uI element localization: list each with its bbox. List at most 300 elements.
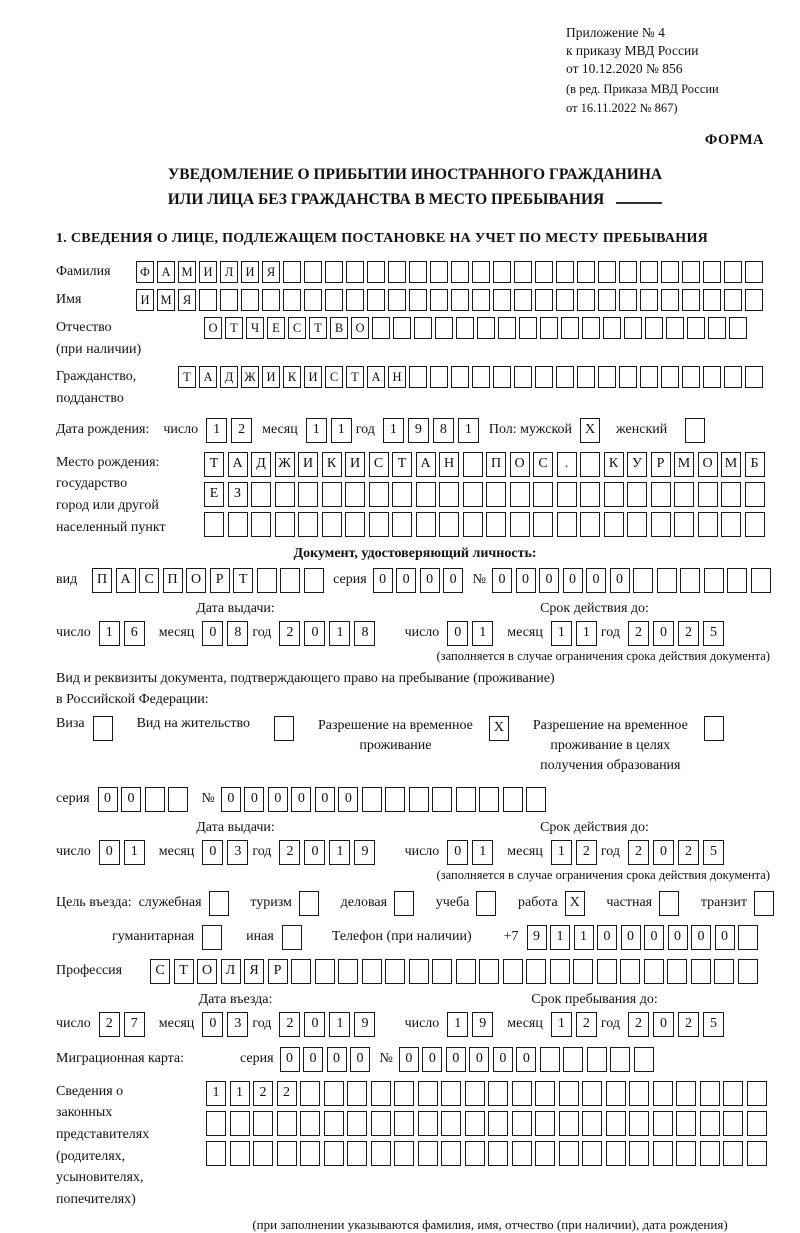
char-cell[interactable]: Л — [221, 959, 241, 984]
permit-valid-day-input[interactable] — [447, 840, 497, 865]
char-cell[interactable] — [556, 366, 574, 388]
char-cell[interactable] — [640, 289, 658, 311]
char-cell[interactable] — [703, 366, 721, 388]
name-input[interactable] — [136, 289, 766, 311]
entry-month-input[interactable] — [202, 1012, 252, 1037]
char-cell[interactable]: 0 — [268, 787, 288, 812]
char-cell[interactable] — [620, 959, 640, 984]
char-cell[interactable] — [394, 1081, 414, 1106]
char-cell[interactable] — [559, 1141, 579, 1166]
char-cell[interactable]: 0 — [202, 1012, 223, 1037]
char-cell[interactable]: М — [721, 452, 741, 477]
char-cell[interactable]: 0 — [597, 925, 617, 950]
char-cell[interactable] — [241, 289, 259, 311]
char-cell[interactable] — [392, 482, 412, 507]
char-cell[interactable]: 0 — [539, 568, 559, 593]
char-cell[interactable] — [372, 317, 390, 339]
char-cell[interactable]: С — [288, 317, 306, 339]
char-cell[interactable] — [610, 1047, 630, 1072]
char-cell[interactable] — [747, 1081, 767, 1106]
char-cell[interactable] — [300, 1111, 320, 1136]
char-cell[interactable] — [257, 568, 277, 593]
char-cell[interactable] — [503, 787, 523, 812]
doc-number-input[interactable] — [492, 568, 774, 593]
char-cell[interactable] — [624, 317, 642, 339]
char-cell[interactable] — [477, 317, 495, 339]
char-cell[interactable] — [747, 1141, 767, 1166]
char-cell[interactable]: Т — [204, 452, 224, 477]
char-cell[interactable] — [606, 1081, 626, 1106]
doc-valid-month-input[interactable] — [551, 621, 601, 646]
char-cell[interactable]: 0 — [338, 787, 358, 812]
char-cell[interactable]: Т — [225, 317, 243, 339]
permit-valid-year-input[interactable] — [628, 840, 728, 865]
char-cell[interactable] — [253, 1141, 273, 1166]
char-cell[interactable]: 0 — [621, 925, 641, 950]
stay-day-input[interactable] — [447, 1012, 497, 1037]
char-cell[interactable]: М — [157, 289, 175, 311]
char-cell[interactable]: 2 — [576, 840, 597, 865]
char-cell[interactable]: 2 — [279, 621, 300, 646]
char-cell[interactable]: 1 — [329, 621, 350, 646]
representatives-row3-input[interactable] — [206, 1141, 770, 1166]
char-cell[interactable] — [533, 482, 553, 507]
char-cell[interactable] — [627, 512, 647, 537]
char-cell[interactable] — [472, 261, 490, 283]
char-cell[interactable] — [556, 261, 574, 283]
char-cell[interactable]: 1 — [329, 840, 350, 865]
char-cell[interactable]: 0 — [98, 787, 118, 812]
char-cell[interactable] — [479, 787, 499, 812]
char-cell[interactable] — [493, 261, 511, 283]
char-cell[interactable] — [587, 1047, 607, 1072]
other-checkbox[interactable] — [282, 925, 302, 950]
char-cell[interactable]: У — [627, 452, 647, 477]
doc-issue-day-input[interactable] — [99, 621, 149, 646]
char-cell[interactable]: 0 — [653, 621, 674, 646]
char-cell[interactable] — [277, 1141, 297, 1166]
char-cell[interactable] — [488, 1081, 508, 1106]
char-cell[interactable]: 2 — [231, 418, 252, 443]
char-cell[interactable]: Ж — [275, 452, 295, 477]
char-cell[interactable] — [535, 1081, 555, 1106]
char-cell[interactable] — [324, 1141, 344, 1166]
char-cell[interactable] — [251, 512, 271, 537]
char-cell[interactable] — [582, 1141, 602, 1166]
char-cell[interactable]: 1 — [124, 840, 145, 865]
char-cell[interactable]: Т — [346, 366, 364, 388]
char-cell[interactable] — [727, 568, 747, 593]
char-cell[interactable] — [304, 289, 322, 311]
char-cell[interactable]: 2 — [628, 1012, 649, 1037]
char-cell[interactable] — [514, 366, 532, 388]
char-cell[interactable] — [472, 366, 490, 388]
char-cell[interactable] — [393, 317, 411, 339]
char-cell[interactable] — [435, 317, 453, 339]
doc-issue-month-input[interactable] — [202, 621, 252, 646]
char-cell[interactable]: 8 — [354, 621, 375, 646]
char-cell[interactable] — [703, 261, 721, 283]
char-cell[interactable] — [704, 568, 724, 593]
char-cell[interactable] — [682, 366, 700, 388]
char-cell[interactable]: Л — [220, 261, 238, 283]
char-cell[interactable]: 0 — [221, 787, 241, 812]
char-cell[interactable]: . — [557, 452, 577, 477]
char-cell[interactable]: 5 — [703, 1012, 724, 1037]
char-cell[interactable]: 5 — [703, 840, 724, 865]
char-cell[interactable] — [535, 1111, 555, 1136]
char-cell[interactable] — [674, 512, 694, 537]
char-cell[interactable]: О — [197, 959, 217, 984]
char-cell[interactable]: Р — [268, 959, 288, 984]
char-cell[interactable] — [362, 787, 382, 812]
char-cell[interactable] — [322, 482, 342, 507]
char-cell[interactable]: Т — [309, 317, 327, 339]
char-cell[interactable] — [362, 959, 382, 984]
char-cell[interactable] — [300, 1081, 320, 1106]
char-cell[interactable]: Ч — [246, 317, 264, 339]
char-cell[interactable] — [526, 959, 546, 984]
char-cell[interactable]: 0 — [516, 1047, 536, 1072]
char-cell[interactable]: З — [228, 482, 248, 507]
char-cell[interactable] — [488, 1111, 508, 1136]
char-cell[interactable] — [280, 568, 300, 593]
char-cell[interactable] — [277, 1111, 297, 1136]
char-cell[interactable] — [644, 959, 664, 984]
char-cell[interactable]: И — [304, 366, 322, 388]
char-cell[interactable] — [441, 1111, 461, 1136]
char-cell[interactable] — [439, 482, 459, 507]
char-cell[interactable]: 9 — [354, 1012, 375, 1037]
char-cell[interactable] — [394, 1141, 414, 1166]
char-cell[interactable]: 0 — [563, 568, 583, 593]
char-cell[interactable] — [700, 1081, 720, 1106]
char-cell[interactable] — [441, 1081, 461, 1106]
char-cell[interactable]: С — [150, 959, 170, 984]
char-cell[interactable] — [325, 289, 343, 311]
migcard-number-input[interactable] — [399, 1047, 658, 1072]
char-cell[interactable] — [230, 1111, 250, 1136]
char-cell[interactable]: 1 — [472, 840, 493, 865]
char-cell[interactable] — [409, 261, 427, 283]
char-cell[interactable]: 0 — [447, 621, 468, 646]
char-cell[interactable] — [463, 452, 483, 477]
char-cell[interactable] — [627, 482, 647, 507]
char-cell[interactable] — [512, 1141, 532, 1166]
char-cell[interactable]: П — [486, 452, 506, 477]
char-cell[interactable]: 0 — [653, 1012, 674, 1037]
char-cell[interactable] — [322, 512, 342, 537]
char-cell[interactable] — [369, 482, 389, 507]
char-cell[interactable]: 8 — [433, 418, 454, 443]
char-cell[interactable] — [651, 482, 671, 507]
sex-female-checkbox[interactable] — [685, 418, 705, 443]
business-checkbox[interactable] — [394, 891, 414, 916]
char-cell[interactable]: П — [92, 568, 112, 593]
char-cell[interactable] — [651, 512, 671, 537]
char-cell[interactable] — [629, 1141, 649, 1166]
char-cell[interactable] — [324, 1081, 344, 1106]
char-cell[interactable] — [577, 261, 595, 283]
char-cell[interactable] — [371, 1141, 391, 1166]
char-cell[interactable] — [465, 1111, 485, 1136]
char-cell[interactable]: Н — [439, 452, 459, 477]
char-cell[interactable] — [745, 512, 765, 537]
patronymic-input[interactable] — [204, 317, 750, 339]
char-cell[interactable]: О — [510, 452, 530, 477]
official-checkbox[interactable] — [209, 891, 229, 916]
char-cell[interactable]: 1 — [472, 621, 493, 646]
char-cell[interactable] — [676, 1111, 696, 1136]
char-cell[interactable] — [687, 317, 705, 339]
char-cell[interactable] — [721, 512, 741, 537]
char-cell[interactable] — [535, 366, 553, 388]
char-cell[interactable] — [680, 568, 700, 593]
char-cell[interactable] — [698, 512, 718, 537]
char-cell[interactable]: А — [416, 452, 436, 477]
birthplace-row1-input[interactable] — [204, 452, 768, 477]
char-cell[interactable] — [371, 1111, 391, 1136]
char-cell[interactable] — [456, 787, 476, 812]
doc-valid-year-input[interactable] — [628, 621, 728, 646]
char-cell[interactable] — [409, 366, 427, 388]
char-cell[interactable] — [573, 959, 593, 984]
char-cell[interactable]: А — [199, 366, 217, 388]
char-cell[interactable]: Н — [388, 366, 406, 388]
char-cell[interactable] — [751, 568, 771, 593]
char-cell[interactable]: 0 — [653, 840, 674, 865]
char-cell[interactable] — [503, 959, 523, 984]
visa-checkbox[interactable] — [93, 716, 113, 741]
char-cell[interactable] — [724, 261, 742, 283]
char-cell[interactable]: 0 — [644, 925, 664, 950]
char-cell[interactable]: 0 — [691, 925, 711, 950]
char-cell[interactable] — [703, 289, 721, 311]
char-cell[interactable]: М — [178, 261, 196, 283]
char-cell[interactable] — [338, 959, 358, 984]
char-cell[interactable]: И — [241, 261, 259, 283]
char-cell[interactable]: И — [262, 366, 280, 388]
char-cell[interactable] — [432, 959, 452, 984]
char-cell[interactable] — [451, 261, 469, 283]
birthplace-row3-input[interactable] — [204, 512, 768, 537]
char-cell[interactable]: Д — [220, 366, 238, 388]
char-cell[interactable] — [604, 512, 624, 537]
char-cell[interactable] — [557, 512, 577, 537]
surname-input[interactable] — [136, 261, 766, 283]
char-cell[interactable] — [416, 512, 436, 537]
char-cell[interactable] — [597, 959, 617, 984]
permit-valid-month-input[interactable] — [551, 840, 601, 865]
char-cell[interactable]: 1 — [551, 1012, 572, 1037]
residence-permit-checkbox[interactable] — [274, 716, 294, 741]
char-cell[interactable] — [298, 482, 318, 507]
char-cell[interactable]: А — [367, 366, 385, 388]
char-cell[interactable]: 7 — [124, 1012, 145, 1037]
char-cell[interactable]: Р — [210, 568, 230, 593]
stay-year-input[interactable] — [628, 1012, 728, 1037]
char-cell[interactable] — [486, 512, 506, 537]
char-cell[interactable]: Е — [204, 482, 224, 507]
char-cell[interactable] — [563, 1047, 583, 1072]
birth-year-input[interactable] — [383, 418, 483, 443]
char-cell[interactable]: 0 — [373, 568, 393, 593]
char-cell[interactable]: 3 — [227, 1012, 248, 1037]
char-cell[interactable] — [465, 1081, 485, 1106]
char-cell[interactable]: 0 — [99, 840, 120, 865]
char-cell[interactable] — [519, 317, 537, 339]
char-cell[interactable]: 9 — [408, 418, 429, 443]
char-cell[interactable]: 0 — [422, 1047, 442, 1072]
char-cell[interactable]: 0 — [396, 568, 416, 593]
char-cell[interactable]: 1 — [551, 840, 572, 865]
char-cell[interactable] — [700, 1111, 720, 1136]
char-cell[interactable]: 0 — [327, 1047, 347, 1072]
char-cell[interactable] — [392, 512, 412, 537]
char-cell[interactable] — [418, 1111, 438, 1136]
char-cell[interactable] — [206, 1141, 226, 1166]
char-cell[interactable] — [645, 317, 663, 339]
birth-month-input[interactable] — [306, 418, 356, 443]
char-cell[interactable] — [738, 925, 758, 950]
char-cell[interactable] — [577, 289, 595, 311]
char-cell[interactable] — [667, 959, 687, 984]
char-cell[interactable] — [561, 317, 579, 339]
profession-input[interactable] — [150, 959, 761, 984]
char-cell[interactable]: Я — [262, 261, 280, 283]
char-cell[interactable]: 1 — [206, 1081, 226, 1106]
char-cell[interactable] — [512, 1111, 532, 1136]
char-cell[interactable] — [540, 1047, 560, 1072]
char-cell[interactable] — [619, 289, 637, 311]
char-cell[interactable]: Ф — [136, 261, 154, 283]
char-cell[interactable] — [653, 1111, 673, 1136]
char-cell[interactable] — [347, 1081, 367, 1106]
char-cell[interactable]: С — [533, 452, 553, 477]
char-cell[interactable] — [724, 289, 742, 311]
char-cell[interactable] — [582, 1111, 602, 1136]
char-cell[interactable]: С — [369, 452, 389, 477]
char-cell[interactable]: 2 — [279, 840, 300, 865]
char-cell[interactable]: 1 — [99, 621, 120, 646]
char-cell[interactable]: 2 — [628, 621, 649, 646]
rvp-checkbox[interactable]: X — [489, 716, 509, 741]
char-cell[interactable] — [512, 1081, 532, 1106]
char-cell[interactable]: 1 — [447, 1012, 468, 1037]
char-cell[interactable] — [367, 289, 385, 311]
char-cell[interactable]: А — [116, 568, 136, 593]
char-cell[interactable] — [346, 261, 364, 283]
char-cell[interactable] — [345, 482, 365, 507]
char-cell[interactable] — [145, 787, 165, 812]
char-cell[interactable]: 9 — [354, 840, 375, 865]
char-cell[interactable] — [526, 787, 546, 812]
char-cell[interactable] — [275, 512, 295, 537]
permit-series-input[interactable] — [98, 787, 192, 812]
char-cell[interactable]: 2 — [678, 621, 699, 646]
permit-issue-month-input[interactable] — [202, 840, 252, 865]
char-cell[interactable]: К — [322, 452, 342, 477]
char-cell[interactable] — [666, 317, 684, 339]
char-cell[interactable] — [634, 1047, 654, 1072]
migcard-series-input[interactable] — [280, 1047, 374, 1072]
char-cell[interactable] — [640, 261, 658, 283]
char-cell[interactable] — [367, 261, 385, 283]
char-cell[interactable]: А — [157, 261, 175, 283]
char-cell[interactable] — [714, 959, 734, 984]
char-cell[interactable]: А — [228, 452, 248, 477]
char-cell[interactable] — [633, 568, 653, 593]
char-cell[interactable] — [577, 366, 595, 388]
char-cell[interactable] — [661, 289, 679, 311]
char-cell[interactable] — [418, 1141, 438, 1166]
char-cell[interactable] — [559, 1081, 579, 1106]
char-cell[interactable] — [409, 959, 429, 984]
char-cell[interactable] — [721, 482, 741, 507]
char-cell[interactable] — [580, 452, 600, 477]
char-cell[interactable] — [657, 568, 677, 593]
char-cell[interactable] — [385, 787, 405, 812]
char-cell[interactable] — [451, 289, 469, 311]
char-cell[interactable] — [204, 512, 224, 537]
char-cell[interactable] — [385, 959, 405, 984]
char-cell[interactable] — [430, 289, 448, 311]
char-cell[interactable] — [535, 289, 553, 311]
char-cell[interactable]: 2 — [99, 1012, 120, 1037]
birth-day-input[interactable] — [206, 418, 256, 443]
char-cell[interactable]: 1 — [550, 925, 570, 950]
char-cell[interactable]: 6 — [124, 621, 145, 646]
char-cell[interactable] — [430, 261, 448, 283]
char-cell[interactable]: 1 — [329, 1012, 350, 1037]
char-cell[interactable]: 1 — [230, 1081, 250, 1106]
permit-issue-day-input[interactable] — [99, 840, 149, 865]
char-cell[interactable] — [275, 482, 295, 507]
char-cell[interactable] — [486, 482, 506, 507]
char-cell[interactable] — [745, 366, 763, 388]
char-cell[interactable] — [661, 261, 679, 283]
char-cell[interactable] — [416, 482, 436, 507]
char-cell[interactable] — [479, 959, 499, 984]
char-cell[interactable] — [472, 289, 490, 311]
char-cell[interactable] — [723, 1081, 743, 1106]
char-cell[interactable] — [674, 482, 694, 507]
char-cell[interactable]: И — [345, 452, 365, 477]
char-cell[interactable] — [228, 512, 248, 537]
char-cell[interactable]: Я — [178, 289, 196, 311]
char-cell[interactable] — [262, 289, 280, 311]
tourism-checkbox[interactable] — [299, 891, 319, 916]
char-cell[interactable] — [535, 1141, 555, 1166]
char-cell[interactable] — [514, 261, 532, 283]
char-cell[interactable]: О — [186, 568, 206, 593]
char-cell[interactable]: 0 — [202, 621, 223, 646]
char-cell[interactable] — [347, 1111, 367, 1136]
char-cell[interactable] — [346, 289, 364, 311]
char-cell[interactable]: 0 — [443, 568, 463, 593]
char-cell[interactable]: 9 — [472, 1012, 493, 1037]
char-cell[interactable]: 1 — [458, 418, 479, 443]
char-cell[interactable]: И — [136, 289, 154, 311]
char-cell[interactable] — [510, 482, 530, 507]
char-cell[interactable] — [409, 787, 429, 812]
char-cell[interactable]: К — [283, 366, 301, 388]
doc-issue-year-input[interactable] — [279, 621, 379, 646]
char-cell[interactable] — [451, 366, 469, 388]
char-cell[interactable] — [598, 366, 616, 388]
char-cell[interactable] — [745, 482, 765, 507]
char-cell[interactable]: 2 — [576, 1012, 597, 1037]
